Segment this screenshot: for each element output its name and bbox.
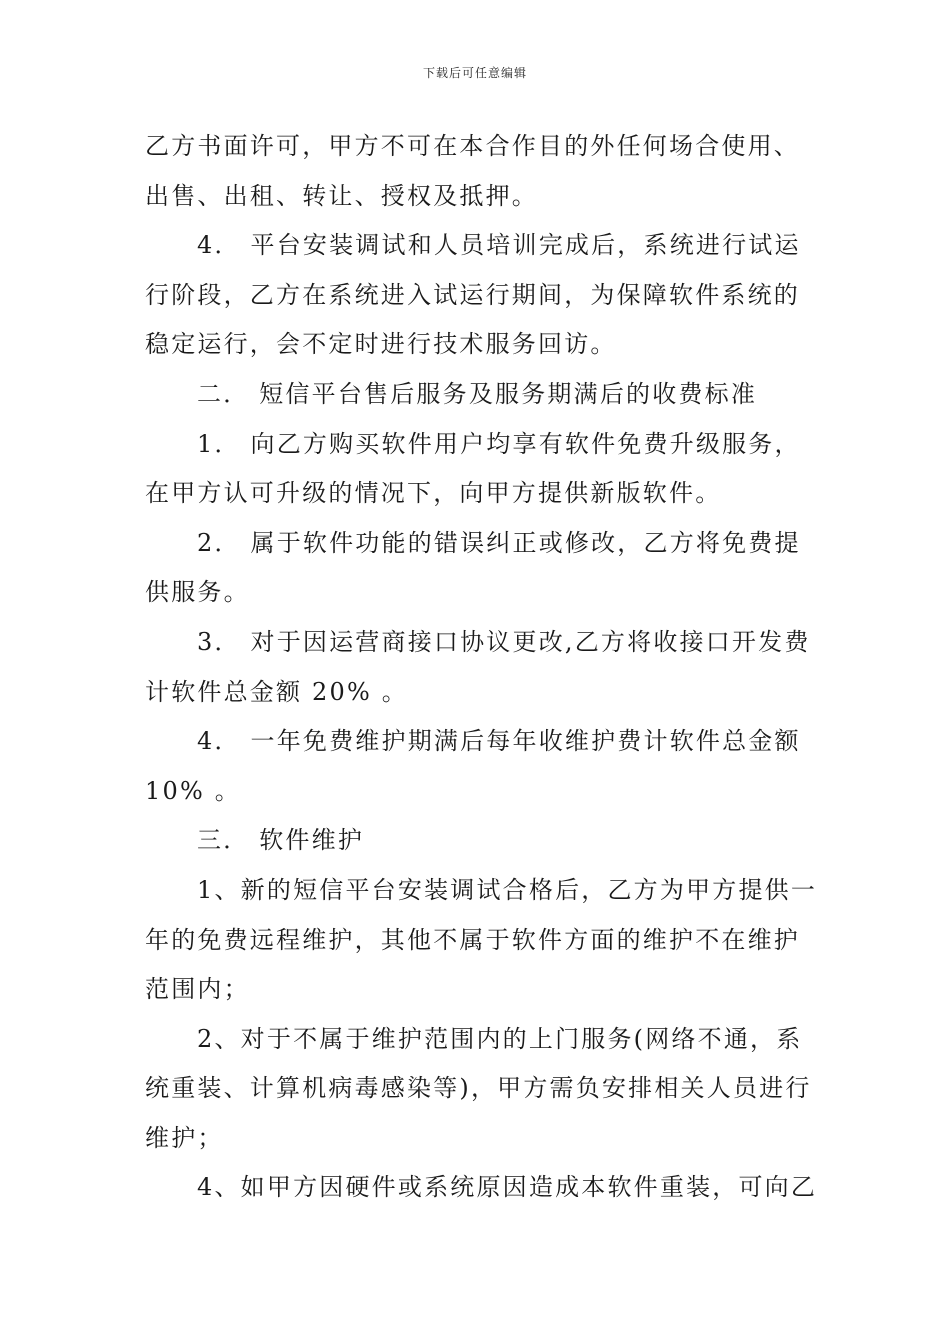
text-line: 2、对于不属于维护范围内的上门服务(网络不通，系 (197, 1024, 803, 1053)
text-line: 2． 属于软件功能的错误纠正或修改，乙方将免费提 (197, 528, 801, 557)
text-line: 三． 软件维护 (197, 826, 365, 855)
text-line: 1、新的短信平台安装调试合格后，乙方为甲方提供一 (197, 875, 818, 904)
text-line: 维护； (145, 1123, 224, 1152)
text-line: 3． 对于因运营商接口协议更改,乙方将收接口开发费 (197, 627, 811, 656)
page-header: 下载后可任意编辑 (422, 66, 527, 80)
text-line: 行阶段，乙方在系统进入试运行期间，为保障软件系统的 (145, 280, 800, 309)
text-line: 4． 平台安装调试和人员培训完成后，系统进行试运 (197, 231, 801, 260)
text-line: 乙方书面许可，甲方不可在本合作目的外任何场合使用、 (145, 132, 800, 160)
text-line: 统重装、计算机病毒感染等)，甲方需负安排相关人员进行 (145, 1074, 812, 1103)
text-line: 4． 一年免费维护期满后每年收维护费计软件总金额 (197, 727, 801, 756)
text-line: 4、如甲方因硬件或系统原因造成本软件重装，可向乙 (197, 1173, 818, 1202)
text-line: 供服务。 (145, 578, 250, 607)
text-line: 计软件总金额 20% 。 (145, 677, 409, 706)
text-line: 在甲方认可升级的情况下，向甲方提供新版软件。 (145, 479, 722, 508)
text-line: 10% 。 (145, 776, 241, 805)
text-line: 范围内； (145, 975, 250, 1004)
text-line: 稳定运行，会不定时进行技术服务回访。 (145, 330, 617, 359)
text-line: 出售、出租、转让、授权及抵押。 (145, 181, 538, 210)
text-line: 年的免费远程维护，其他不属于软件方面的维护不在维护 (145, 925, 800, 954)
text-line: 二． 短信平台售后服务及服务期满后的收费标准 (197, 379, 758, 408)
document-body (145, 122, 818, 1213)
text-line: 1． 向乙方购买软件用户均享有软件免费升级服务， (197, 429, 801, 458)
